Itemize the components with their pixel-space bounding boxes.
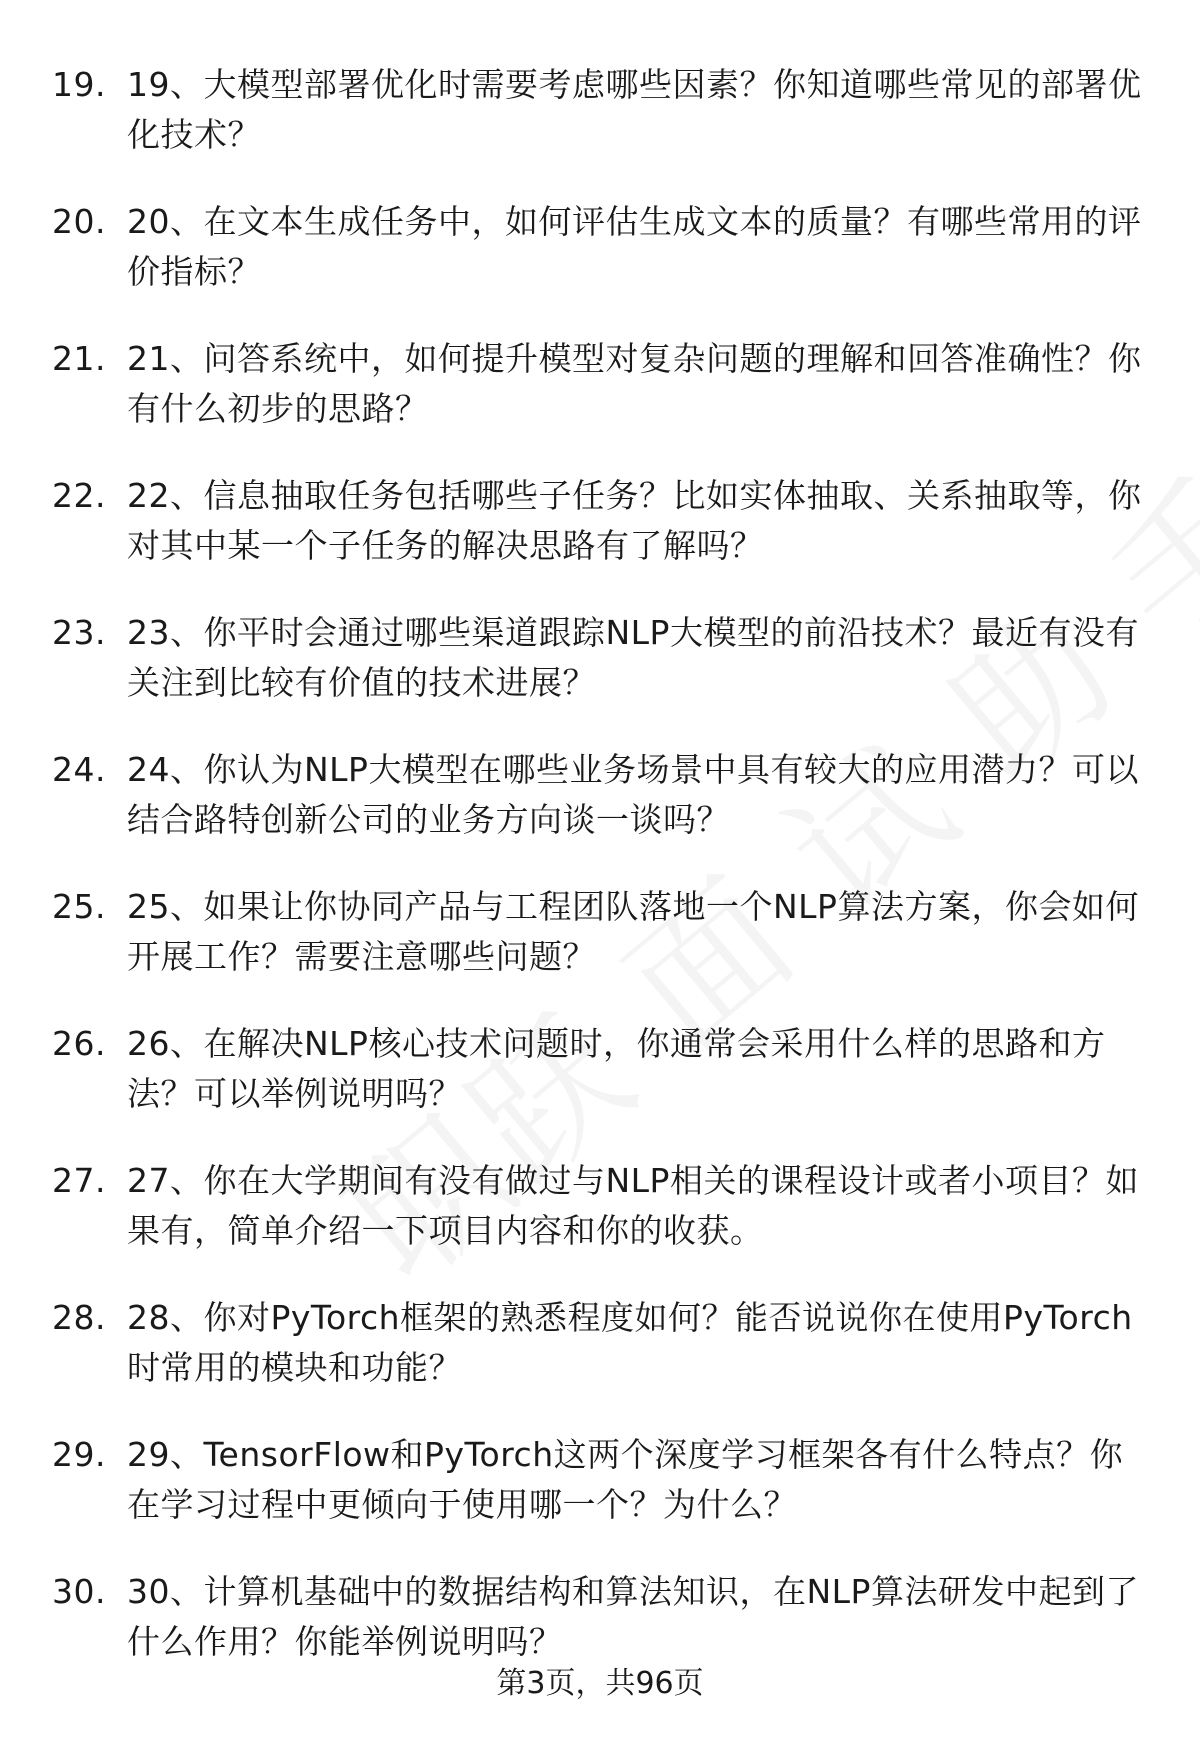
item-number: 28. [52,1298,106,1337]
item-number: 19. [52,65,106,104]
item-text: 21、问答系统中，如何提升模型对复杂问题的理解和回答准确性？你有什么初步的思路？ [127,339,1142,428]
list-item [52,608,1152,708]
item-text: 30、计算机基础中的数据结构和算法知识，在NLP算法研发中起到了什么作用？你能举例说明吗？ [127,1572,1139,1661]
item-text: 25、如果让你协同产品与工程团队落地一个NLP算法方案，你会如何开展工作？需要注意哪些问题？ [127,887,1139,976]
question-list [52,60,1152,1704]
item-text: 27、你在大学期间有没有做过与NLP相关的课程设计或者小项目？如果有，简单介绍一下项目内容和你的收获。 [127,1161,1139,1250]
list-item [52,1293,1152,1393]
item-text: 29、TensorFlow和PyTorch这两个深度学习框架各有什么特点？你在学习过程中更倾向于使用哪一个？为什么？ [127,1435,1124,1524]
item-text: 24、你认为NLP大模型在哪些业务场景中具有较大的应用潜力？可以结合路特创新公司的业务方向谈一谈吗？ [127,750,1139,839]
list-item [52,197,1152,297]
item-number: 30. [52,1572,106,1611]
list-item [52,882,1152,982]
list-item [52,60,1152,160]
item-text: 20、在文本生成任务中，如何评估生成文本的质量？有哪些常用的评价指标？ [127,202,1142,291]
item-text: 26、在解决NLP核心技术问题时，你通常会采用什么样的思路和方法？可以举例说明吗？ [127,1024,1106,1113]
list-item [52,1430,1152,1530]
item-text: 28、你对PyTorch框架的熟悉程度如何？能否说说你在使用PyTorch时常用的模块和功能？ [127,1298,1133,1387]
list-item [52,334,1152,434]
item-number: 25. [52,887,106,926]
item-text: 22、信息抽取任务包括哪些子任务？比如实体抽取、关系抽取等，你对其中某一个子任务的解决思路有了解吗？ [127,476,1142,565]
list-item [52,745,1152,845]
item-number: 21. [52,339,106,378]
item-number: 24. [52,750,106,789]
list-item [52,1156,1152,1256]
list-item [52,1019,1152,1119]
item-number: 29. [52,1435,106,1474]
page-footer: 第3页，共96页 [496,1666,704,1701]
list-item [52,1567,1152,1667]
item-number: 27. [52,1161,106,1200]
item-number: 20. [52,202,106,241]
item-number: 23. [52,613,106,652]
item-number: 26. [52,1024,106,1063]
item-text: 23、你平时会通过哪些渠道跟踪NLP大模型的前沿技术？最近有没有关注到比较有价值的技术进展？ [127,613,1139,702]
item-number: 22. [52,476,106,515]
item-text: 19、大模型部署优化时需要考虑哪些因素？你知道哪些常见的部署优化技术？ [127,65,1142,154]
list-item [52,471,1152,571]
